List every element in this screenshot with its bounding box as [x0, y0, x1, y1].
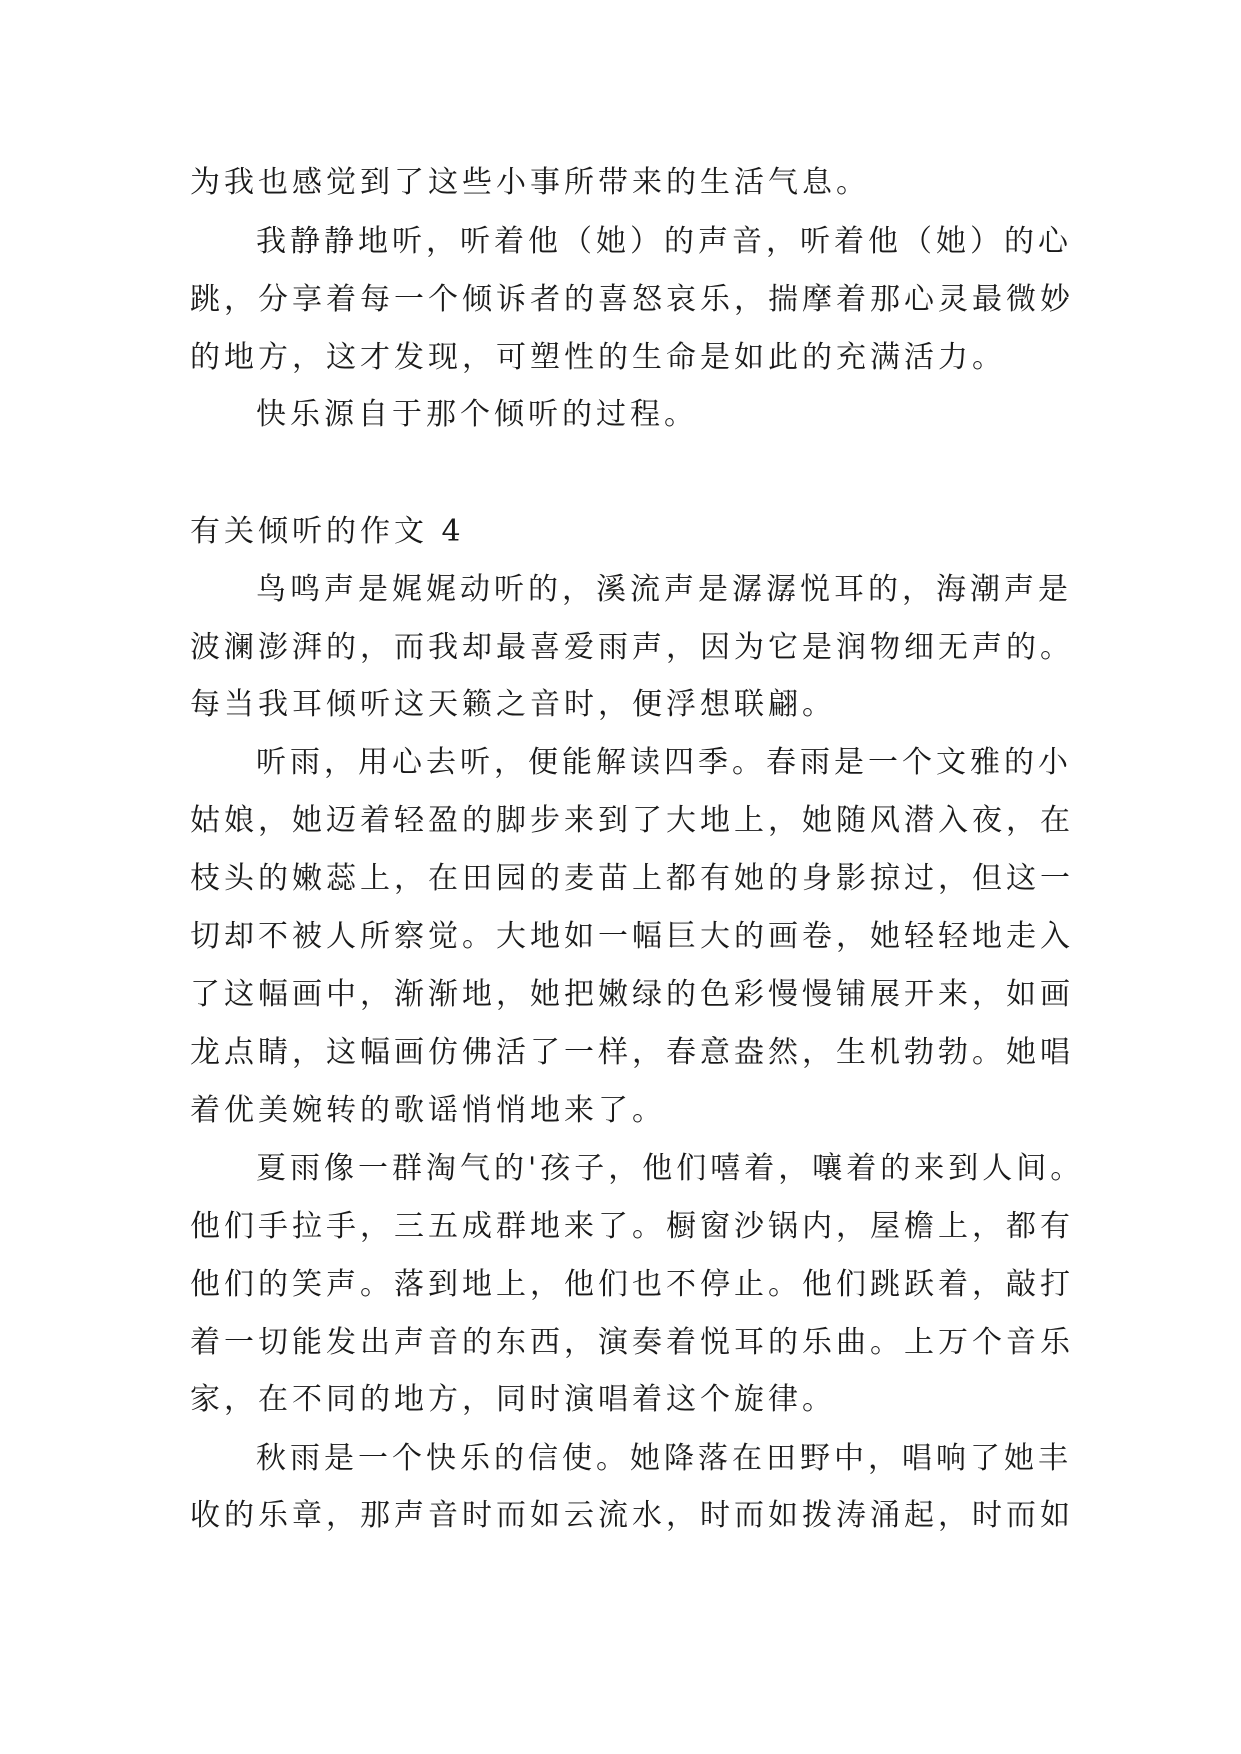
paragraph-line: 收的乐章，那声音时而如云流水，时而如拨涛涌起，时而如 — [190, 1498, 1074, 1533]
paragraph-line: 鸟鸣声是娓娓动听的，溪流声是潺潺悦耳的，海潮声是 — [256, 572, 1072, 607]
paragraph-line: 切却不被人所察觉。大地如一幅巨大的画卷，她轻轻地走入 — [190, 919, 1074, 954]
paragraph-line: 听雨，用心去听，便能解读四季。春雨是一个文雅的小 — [256, 745, 1072, 780]
paragraph-line: 枝头的嫩蕊上，在田园的麦苗上都有她的身影掠过，但这一 — [190, 861, 1074, 896]
paragraph-line: 为我也感觉到了这些小事所带来的生活气息。 — [190, 165, 870, 200]
section-heading: 有关倾听的作文 4 — [190, 514, 465, 549]
paragraph-line: 着一切能发出声音的东西，演奏着悦耳的乐曲。上万个音乐 — [190, 1325, 1074, 1360]
paragraph-line: 波澜澎湃的，而我却最喜爱雨声，因为它是润物细无声的。 — [190, 630, 1074, 665]
paragraph-line: 他们手拉手，三五成群地来了。橱窗沙锅内，屋檐上，都有 — [190, 1209, 1074, 1244]
paragraph-line: 的地方，这才发现，可塑性的生命是如此的充满活力。 — [190, 340, 1006, 375]
paragraph-line: 了这幅画中，渐渐地，她把嫩绿的色彩慢慢铺展开来，如画 — [190, 977, 1074, 1012]
paragraph-line: 我静静地听，听着他（她）的声音，听着他（她）的心 — [256, 224, 1072, 259]
paragraph-line: 龙点睛，这幅画仿佛活了一样，春意盎然，生机勃勃。她唱 — [190, 1035, 1074, 1070]
paragraph-line: 家，在不同的地方，同时演唱着这个旋律。 — [190, 1382, 836, 1417]
paragraph-line: 跳，分享着每一个倾诉者的喜怒哀乐，揣摩着那心灵最微妙 — [190, 282, 1074, 317]
paragraph-line: 快乐源自于那个倾听的过程。 — [256, 397, 698, 432]
paragraph-line: 每当我耳倾听这天籁之音时，便浮想联翩。 — [190, 687, 836, 722]
paragraph-line: 夏雨像一群淘气的'孩子，他们嘻着，嚷着的来到人间。 — [256, 1151, 1085, 1186]
paragraph-line: 姑娘，她迈着轻盈的脚步来到了大地上，她随风潜入夜，在 — [190, 803, 1074, 838]
paragraph-line: 秋雨是一个快乐的信使。她降落在田野中，唱响了她丰 — [256, 1441, 1072, 1476]
paragraph-line: 他们的笑声。落到地上，他们也不停止。他们跳跃着，敲打 — [190, 1267, 1074, 1302]
paragraph-line: 着优美婉转的歌谣悄悄地来了。 — [190, 1093, 666, 1128]
